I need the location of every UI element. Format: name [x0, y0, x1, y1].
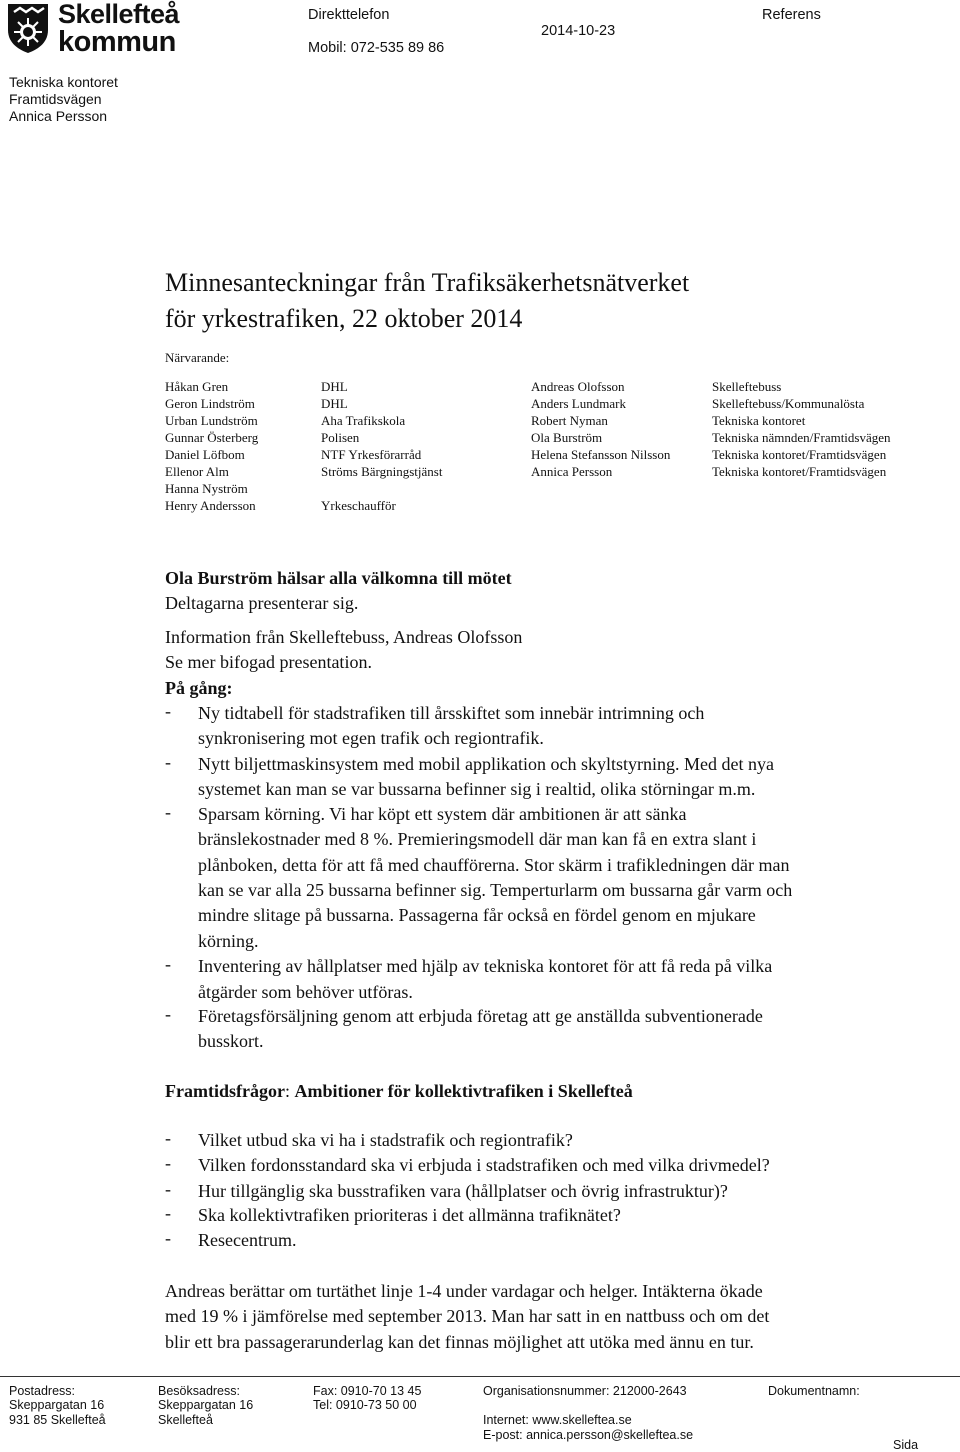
list-item-line: åtgärder som behöver utföras.	[198, 982, 413, 1002]
list-item: Hur tillgänglig ska busstrafiken vara (hållplatser och övrig infrastruktur)?	[198, 1181, 728, 1201]
list-item-line: körning.	[198, 931, 259, 951]
attendee-org: DHL	[321, 379, 348, 394]
attendee-org: Tekniska kontoret	[712, 413, 806, 428]
sender-line2: Framtidsvägen	[9, 91, 102, 107]
attendee-name: Daniel Löfbom	[165, 447, 245, 462]
list-item: Resecentrum.	[198, 1230, 297, 1250]
list-item-line: kan se var alla 25 bussarna befinner sig. Temperturlarm om bussarna går varm och	[198, 880, 793, 900]
attendee-name: Hanna Nyström	[165, 481, 248, 496]
attendee-org: NTF Yrkesförarråd	[321, 447, 422, 462]
attendee-name: Geron Lindström	[165, 396, 255, 411]
document-date: 2014-10-23	[541, 23, 616, 39]
list-item-line: plånboken, detta för att få med chaufförerna. Stor skärm i trafikledningen där man	[198, 855, 790, 875]
list-item-line: Företagsförsäljning genom att erbjuda företag att ge anställda subventionerade	[198, 1006, 763, 1026]
list-item-line: busskort.	[198, 1031, 264, 1051]
future-heading-colon: :	[284, 1081, 295, 1101]
attendee-name: Ola Burström	[531, 430, 603, 445]
footer-tel: Tel: 0910-73 50 00	[313, 1398, 417, 1412]
attendee-org: Skelleftebuss/Kommunalösta	[712, 396, 865, 411]
attendee-org: Yrkeschaufför	[321, 498, 396, 513]
referens-label: Referens	[762, 7, 821, 23]
attendee-name: Robert Nyman	[531, 413, 608, 428]
info-text: Se mer bifogad presentation.	[165, 652, 372, 672]
list-item-line: systemet kan man se var bussarna befinner sig i realtid, olika störningar m.m.	[198, 779, 756, 799]
list-item-line: synkronisering mot egen trafik och regiontrafik.	[198, 728, 544, 748]
attendees-orgs-col2	[321, 378, 442, 514]
attendee-name: Ellenor Alm	[165, 464, 229, 479]
footer-email: E-post: annica.persson@skelleftea.se	[483, 1428, 694, 1442]
attendee-org: DHL	[321, 396, 348, 411]
attendee-org: Ströms Bärgningstjänst	[321, 464, 443, 479]
title-line2: för yrkestrafiken, 22 oktober 2014	[165, 304, 523, 333]
footer-docname-label: Dokumentnamn:	[768, 1384, 860, 1398]
attendee-org: Polisen	[321, 430, 360, 445]
attendee-name: Urban Lundström	[165, 413, 258, 428]
list-item-line: Inventering av hållplatser med hjälp av tekniska kontoret för att få reda på vilka	[198, 956, 773, 976]
list-item: Vilket utbud ska vi ha i stadstrafik och regiontrafik?	[198, 1130, 573, 1150]
list-item-line: bränslekostnader med 8 %. Premieringsmodell där man kan få en extra slant i	[198, 829, 757, 849]
footer-visit-line2: Skellefteå	[158, 1413, 213, 1427]
sender-line3: Annica Persson	[9, 108, 108, 124]
footer-post-label: Postadress:	[9, 1384, 76, 1398]
closing-line: blir ett bra passagerarunderlag kan det finnas möjlighet att utöka med ännu en tur.	[165, 1332, 754, 1352]
attendees-names-col1	[165, 378, 258, 514]
footer-post-line1: Skeppargatan 16	[9, 1398, 105, 1412]
future-heading-label: Framtidsfrågor	[165, 1081, 285, 1101]
list-item: Vilken fordonsstandard ska vi erbjuda i stadstrafiken och med vilka drivmedel?	[198, 1155, 770, 1175]
future-heading	[165, 1079, 633, 1104]
title-line1: Minnesanteckningar från Trafiksäkerhetsnätverket	[165, 268, 690, 297]
attendee-org: Tekniska nämnden/Framtidsvägen	[712, 430, 891, 445]
attendee-name: Anders Lundmark	[531, 396, 626, 411]
attendee-name: Håkan Gren	[165, 379, 229, 394]
future-heading-title: Ambitioner för kollektivtrafiken i Skellefteå	[294, 1081, 633, 1101]
attendee-org: Aha Trafikskola	[321, 413, 406, 428]
skelleftea-kommun-logo	[6, 2, 202, 56]
list-item-line: Sparsam körning. Vi har köpt ett system där ambitionen är att sänka	[198, 804, 687, 824]
footer-divider	[0, 1376, 960, 1377]
footer-orgnr: Organisationsnummer: 212000-2643	[483, 1384, 687, 1398]
ongoing-heading: På gång:	[165, 678, 233, 698]
footer-visit-line1: Skeppargatan 16	[158, 1398, 254, 1412]
attendees-names-col3	[531, 378, 670, 480]
attendee-name: Henry Andersson	[165, 498, 256, 513]
coat-of-arms-icon	[6, 2, 50, 54]
footer-internet: Internet: www.skelleftea.se	[483, 1413, 632, 1427]
logo-line1: Skellefteå	[58, 0, 180, 29]
closing-line: Andreas berättar om turtäthet linje 1-4 under vardagar och helger. Intäkterna ökade	[165, 1281, 763, 1301]
attendee-org	[321, 480, 442, 497]
sender-line1: Tekniska kontoret	[9, 74, 118, 90]
attendee-org: Tekniska kontoret/Framtidsvägen	[712, 447, 887, 462]
mobile-number: Mobil: 072-535 89 86	[308, 40, 445, 56]
list-item-line: Nytt biljettmaskinsystem med mobil applikation och skyltstyrning. Med det nya	[198, 754, 774, 774]
footer-post-line2: 931 85 Skellefteå	[9, 1413, 106, 1427]
attendee-name: Andreas Olofsson	[531, 379, 625, 394]
list-item-line: Ny tidtabell för stadstrafiken till årsskiftet som innebär intrimning och	[198, 703, 705, 723]
closing-line: med 19 % i jämförelse med september 2013. Man har satt in en nattbuss och om det	[165, 1306, 770, 1326]
direkttelefon-label: Direkttelefon	[308, 7, 390, 23]
info-heading: Information från Skelleftebuss, Andreas Olofsson	[165, 627, 523, 647]
welcome-text: Deltagarna presenterar sig.	[165, 593, 359, 613]
footer-page-label: Sida	[893, 1438, 919, 1452]
attendee-org: Skelleftebuss	[712, 379, 782, 394]
list-item: Ska kollektivtrafiken prioriteras i det allmänna trafiknätet?	[198, 1205, 621, 1225]
footer-visit-label: Besöksadress:	[158, 1384, 240, 1398]
logo-line2: kommun	[58, 26, 176, 58]
attendees-label: Närvarande:	[165, 350, 230, 365]
welcome-heading: Ola Burström hälsar alla välkomna till mötet	[165, 568, 512, 588]
attendee-org: Tekniska kontoret/Framtidsvägen	[712, 464, 887, 479]
attendee-name: Annica Persson	[531, 464, 613, 479]
attendee-name: Gunnar Österberg	[165, 430, 259, 445]
attendee-name: Helena Stefansson Nilsson	[531, 447, 671, 462]
footer-fax: Fax: 0910-70 13 45	[313, 1384, 422, 1398]
attendees-orgs-col4	[712, 378, 891, 480]
list-item-line: mindre slitage på bussarna. Passagerna får också en fördel genom en mjukare	[198, 905, 756, 925]
